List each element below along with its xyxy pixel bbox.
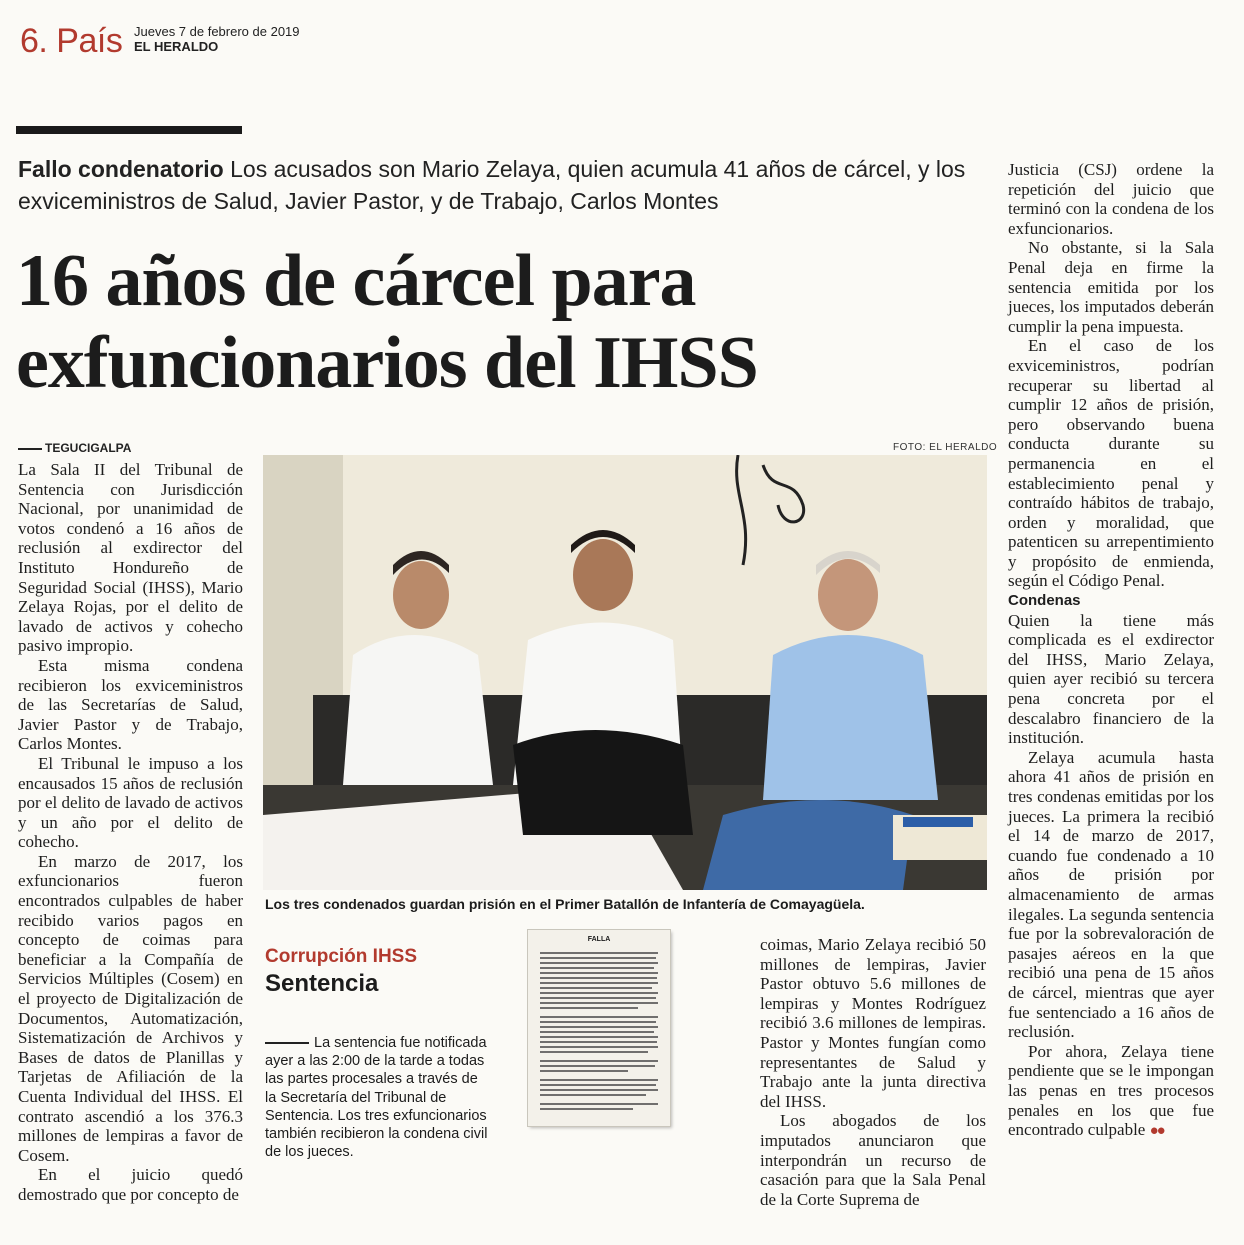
photo-illustration (263, 455, 987, 890)
subheading: Condenas (1008, 592, 1081, 610)
document-heading: FALLA (587, 936, 611, 943)
photo-credit: FOTO: EL HERALDO (893, 442, 998, 453)
document-text-lines (528, 943, 670, 1123)
paragraph: coimas, Mario Zelaya recibió 50 millones de lempiras, Javier Pastor obtuvo 5.6 millones de lempiras y Montes Rodríguez recibió 3.6 millones de lempiras. Pastor y Montes fungían como representantes de Salud y Trabajo ante la junta directiva del IHSS. (760, 935, 986, 1111)
kicker-label: Fallo condenatorio (18, 156, 224, 182)
paragraph (1008, 1042, 1214, 1142)
sidebar-subtitle: Sentencia (265, 970, 379, 997)
paragraph: El Tribunal le impuso a los encausados 15 años de reclusión por el delito de lavado de activos y un año por el delito de cohecho. (18, 753, 243, 852)
paragraph: Esta misma condena recibieron los exviceministros de las Secretarías de Salud, Javier Pastor y de Trabajo, Carlos Montes. (18, 655, 243, 754)
paragraph: En el juicio quedó demostrado que por concepto de (18, 1165, 243, 1204)
issue-date: Jueves 7 de febrero de 2019 (134, 24, 300, 39)
sidebar-text: La sentencia fue notificada ayer a las 2:00 de la tarde a todas las partes procesales a través de la Secretaría del Tribunal de Sentencia. Los tres exfuncionarios también recibieron la condena civil de los jueces. (265, 1034, 490, 1161)
paragraph: Quien la tiene más complicada es el exdirector del IHSS, Mario Zelaya, quien ayer recibió su tercera pena concreta por el descalabro financiero de la institución. (1008, 610, 1214, 748)
paragraph: En el caso de los exviceministros, podrían recuperar su libertad al cumplir 12 años de prisión, pero observando buena conducta durante su permanencia en el establecimiento penal y contraído hábitos de trabajo, orden y moralidad, que patenticen su arrepentimiento y propósito de enmienda, según el Código Penal. (1008, 336, 1214, 591)
kicker-text: Los acusados son Mario Zelaya, quien acumula 41 años de cárcel, y los exviceministros de Salud, Javier Pastor, y de Trabajo, Carlos Montes (18, 156, 966, 214)
end-mark-icon: ●● (1149, 1123, 1164, 1140)
paragraph-text: Por ahora, Zelaya tiene pendiente que se le impongan las penas en tres procesos penales en los que fue encontrado culpable (1008, 1041, 1214, 1140)
court-document-image (528, 930, 670, 1126)
column-3 (760, 935, 986, 1209)
place-dateline: TEGUCIGALPA (18, 441, 131, 455)
newspaper-name: EL HERALDO (134, 39, 219, 54)
paragraph: Zelaya acumula hasta ahora 41 años de prisión en tres condenas emitidas por los jueces. La primera la recibió el 14 de marzo de 2017, cuando fue condenado a 10 años de prisión por almacenamiento de armas ilegales. La segunda sentencia fue por la sobrevaloración de pasajes aéreos en la que recibió una pena de 15 años de cárcel, mientras que ayer fue sentenciado a 16 años de reclusión. (1008, 747, 1214, 1042)
paragraph: No obstante, si la Sala Penal deja en firme la sentencia emitida por los jueces, los imputados deberán cumplir la pena impuesta. (1008, 238, 1214, 336)
paragraph: Los abogados de los imputados anunciaron que interpondrán un recurso de casación para que la Sala Penal de la Corte Suprema de (760, 1111, 986, 1209)
news-photo (263, 455, 987, 890)
headline: 16 años de cárcel para exfuncionarios del IHSS (16, 240, 758, 404)
column-4 (1008, 160, 1214, 1142)
photo-caption: Los tres condenados guardan prisión en el Primer Batallón de Infantería de Comayagüela. (265, 896, 865, 912)
kicker (18, 153, 988, 217)
column-1 (18, 460, 243, 1205)
section-rule (16, 126, 242, 134)
paragraph: Justicia (CSJ) ordene la repetición del juicio que terminó con la condena de los exfuncionarios. (1008, 160, 1214, 238)
paragraph: La Sala II del Tribunal de Sentencia con Jurisdicción Nacional, por unanimidad de votos condenó a 16 años de reclusión al exdirector del Instituto Hondureño de Seguridad Social (IHSS), Mario Zelaya Rojas, por el delito de lavado de activos y cohecho pasivo impropio. (18, 460, 243, 656)
dateline-header (134, 24, 300, 54)
sidebar-title: Corrupción IHSS (265, 946, 418, 967)
section-label: 6. País (20, 22, 123, 60)
paragraph: En marzo de 2017, los exfuncionarios fueron encontrados culpables de haber recibido varios pagos en concepto de coimas para beneficiar a la Compañía de Servicios Múltiples (Cosem) en el proyecto de Digitalización de Documentos, Automatización, Sistematización de Archivos y Bases de datos de Planillas y Tarjetas de Afiliación de la Cuenta Individual del IHSS. El contrato ascendió a los 376.3 millones de lempiras a favor de Cosem. (18, 851, 243, 1165)
